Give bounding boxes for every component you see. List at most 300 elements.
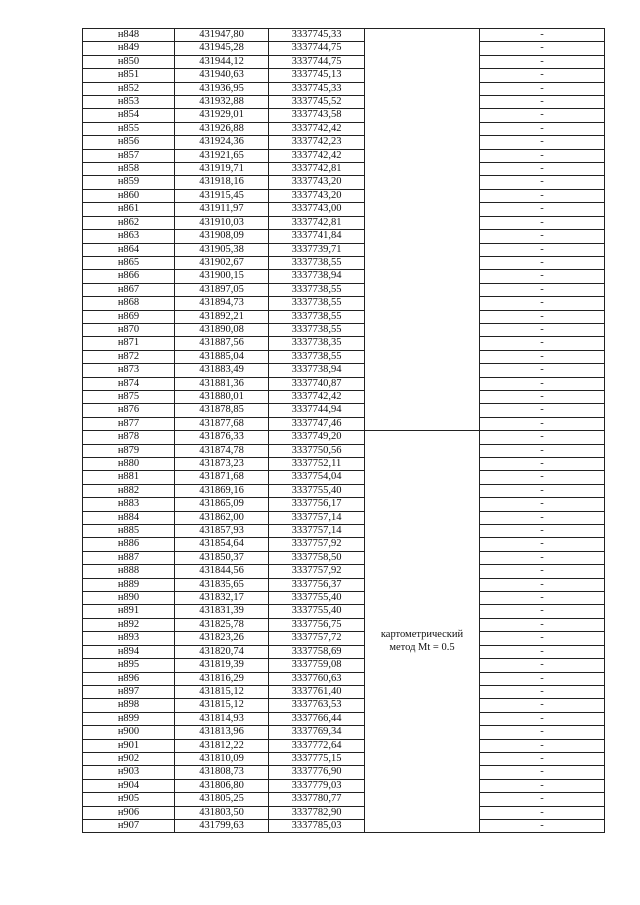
x-coordinate-cell: 431932,88 [175,96,269,109]
x-coordinate-cell: 431816,29 [175,672,269,685]
point-id-cell: н858 [83,163,175,176]
accuracy-cell: - [480,176,605,189]
table-row [83,444,605,457]
table-row [83,752,605,765]
accuracy-cell: - [480,283,605,296]
accuracy-cell: - [480,458,605,471]
accuracy-cell: - [480,712,605,725]
x-coordinate-cell: 431810,09 [175,752,269,765]
point-id-cell: н852 [83,82,175,95]
table-row [83,109,605,122]
x-coordinate-cell: 431799,63 [175,819,269,832]
x-coordinate-cell: 431832,17 [175,592,269,605]
x-coordinate-cell: 431865,09 [175,498,269,511]
y-coordinate-cell: 3337782,90 [269,806,365,819]
x-coordinate-cell: 431876,33 [175,431,269,444]
table-row [83,458,605,471]
y-coordinate-cell: 3337742,23 [269,136,365,149]
accuracy-cell: - [480,645,605,658]
x-coordinate-cell: 431806,80 [175,779,269,792]
table-row [83,632,605,645]
table-row [83,685,605,698]
y-coordinate-cell: 3337755,40 [269,484,365,497]
x-coordinate-cell: 431924,36 [175,136,269,149]
table-row [83,55,605,68]
table-row [83,578,605,591]
y-coordinate-cell: 3337744,94 [269,404,365,417]
x-coordinate-cell: 431878,85 [175,404,269,417]
x-coordinate-cell: 431808,73 [175,766,269,779]
accuracy-cell: - [480,122,605,135]
point-id-cell: н848 [83,29,175,42]
y-coordinate-cell: 3337761,40 [269,685,365,698]
accuracy-cell: - [480,766,605,779]
point-id-cell: н899 [83,712,175,725]
y-coordinate-cell: 3337752,11 [269,458,365,471]
x-coordinate-cell: 431825,78 [175,618,269,631]
point-id-cell: н879 [83,444,175,457]
point-id-cell: н887 [83,551,175,564]
point-id-cell: н877 [83,417,175,430]
table-row [83,739,605,752]
y-coordinate-cell: 3337775,15 [269,752,365,765]
point-id-cell: н873 [83,364,175,377]
point-id-cell: н905 [83,793,175,806]
point-id-cell: н904 [83,779,175,792]
method-cell-upper [365,29,480,431]
x-coordinate-cell: 431823,26 [175,632,269,645]
table-row [83,163,605,176]
x-coordinate-cell: 431869,16 [175,484,269,497]
point-id-cell: н880 [83,458,175,471]
y-coordinate-cell: 3337757,92 [269,565,365,578]
accuracy-cell: - [480,605,605,618]
accuracy-cell: - [480,632,605,645]
y-coordinate-cell: 3337745,13 [269,69,365,82]
table-row [83,69,605,82]
x-coordinate-cell: 431936,95 [175,82,269,95]
x-coordinate-cell: 431880,01 [175,390,269,403]
accuracy-cell: - [480,163,605,176]
x-coordinate-cell: 431902,67 [175,256,269,269]
x-coordinate-cell: 431883,49 [175,364,269,377]
table-row [83,203,605,216]
x-coordinate-cell: 431874,78 [175,444,269,457]
y-coordinate-cell: 3337749,20 [269,431,365,444]
table-row [83,230,605,243]
accuracy-cell: - [480,739,605,752]
x-coordinate-cell: 431900,15 [175,270,269,283]
y-coordinate-cell: 3337743,00 [269,203,365,216]
table-row [83,538,605,551]
x-coordinate-cell: 431803,50 [175,806,269,819]
x-coordinate-cell: 431820,74 [175,645,269,658]
table-row [83,176,605,189]
table-row [83,806,605,819]
table-row [83,659,605,672]
y-coordinate-cell: 3337756,17 [269,498,365,511]
x-coordinate-cell: 431835,65 [175,578,269,591]
point-id-cell: н864 [83,243,175,256]
accuracy-cell: - [480,511,605,524]
y-coordinate-cell: 3337743,20 [269,189,365,202]
y-coordinate-cell: 3337742,42 [269,390,365,403]
table-row [83,605,605,618]
x-coordinate-cell: 431877,68 [175,417,269,430]
table-row [83,712,605,725]
y-coordinate-cell: 3337772,64 [269,739,365,752]
x-coordinate-cell: 431918,16 [175,176,269,189]
accuracy-cell: - [480,551,605,564]
point-id-cell: н898 [83,699,175,712]
table-row [83,189,605,202]
point-id-cell: н860 [83,189,175,202]
table-row [83,498,605,511]
accuracy-cell: - [480,444,605,457]
point-id-cell: н897 [83,685,175,698]
point-id-cell: н850 [83,55,175,68]
x-coordinate-cell: 431926,88 [175,122,269,135]
accuracy-cell: - [480,230,605,243]
y-coordinate-cell: 3337745,52 [269,96,365,109]
x-coordinate-cell: 431915,45 [175,189,269,202]
x-coordinate-cell: 431819,39 [175,659,269,672]
x-coordinate-cell: 431862,00 [175,511,269,524]
accuracy-cell: - [480,471,605,484]
accuracy-cell: - [480,525,605,538]
point-id-cell: н907 [83,819,175,832]
accuracy-cell: - [480,806,605,819]
y-coordinate-cell: 3337780,77 [269,793,365,806]
accuracy-cell: - [480,699,605,712]
y-coordinate-cell: 3337738,35 [269,337,365,350]
accuracy-cell: - [480,29,605,42]
table-row [83,726,605,739]
accuracy-cell: - [480,149,605,162]
table-row [83,323,605,336]
x-coordinate-cell: 431919,71 [175,163,269,176]
accuracy-cell: - [480,726,605,739]
y-coordinate-cell: 3337738,55 [269,350,365,363]
y-coordinate-cell: 3337754,04 [269,471,365,484]
method-cell [365,431,480,833]
table-row [83,511,605,524]
point-id-cell: н888 [83,565,175,578]
y-coordinate-cell: 3337757,14 [269,525,365,538]
accuracy-cell: - [480,779,605,792]
point-id-cell: н859 [83,176,175,189]
accuracy-cell: - [480,323,605,336]
x-coordinate-cell: 431844,56 [175,565,269,578]
point-id-cell: н874 [83,377,175,390]
y-coordinate-cell: 3337758,50 [269,551,365,564]
y-coordinate-cell: 3337738,55 [269,323,365,336]
table-row [83,766,605,779]
method-label-line2: метод Mt = 0.5 [389,641,455,653]
accuracy-cell: - [480,297,605,310]
table-row [83,779,605,792]
accuracy-cell: - [480,377,605,390]
table-row [83,136,605,149]
table-row [83,484,605,497]
table-row [83,270,605,283]
point-id-cell: н862 [83,216,175,229]
table-row [83,819,605,832]
y-coordinate-cell: 3337756,75 [269,618,365,631]
accuracy-cell: - [480,310,605,323]
table-row [83,350,605,363]
point-id-cell: н861 [83,203,175,216]
y-coordinate-cell: 3337742,42 [269,149,365,162]
table-row [83,417,605,430]
point-id-cell: н868 [83,297,175,310]
accuracy-cell: - [480,659,605,672]
x-coordinate-cell: 431854,64 [175,538,269,551]
point-id-cell: н849 [83,42,175,55]
table-row [83,337,605,350]
table-row [83,283,605,296]
x-coordinate-cell: 431815,12 [175,699,269,712]
point-id-cell: н890 [83,592,175,605]
table-row [83,216,605,229]
table-row [83,297,605,310]
y-coordinate-cell: 3337738,55 [269,283,365,296]
accuracy-cell: - [480,819,605,832]
accuracy-cell: - [480,364,605,377]
point-id-cell: н855 [83,122,175,135]
x-coordinate-cell: 431850,37 [175,551,269,564]
y-coordinate-cell: 3337760,63 [269,672,365,685]
x-coordinate-cell: 431947,80 [175,29,269,42]
x-coordinate-cell: 431812,22 [175,739,269,752]
y-coordinate-cell: 3337758,69 [269,645,365,658]
coordinates-table [82,28,605,833]
x-coordinate-cell: 431814,93 [175,712,269,725]
table-row [83,618,605,631]
point-id-cell: н869 [83,310,175,323]
y-coordinate-cell: 3337757,92 [269,538,365,551]
table-row [83,404,605,417]
accuracy-cell: - [480,484,605,497]
y-coordinate-cell: 3337742,81 [269,163,365,176]
accuracy-cell: - [480,793,605,806]
accuracy-cell: - [480,216,605,229]
x-coordinate-cell: 431894,73 [175,297,269,310]
accuracy-cell: - [480,618,605,631]
accuracy-cell: - [480,578,605,591]
x-coordinate-cell: 431940,63 [175,69,269,82]
table-row [83,310,605,323]
table-row [83,525,605,538]
table-row [83,565,605,578]
table-row [83,243,605,256]
accuracy-cell: - [480,337,605,350]
point-id-cell: н895 [83,659,175,672]
y-coordinate-cell: 3337763,53 [269,699,365,712]
point-id-cell: н885 [83,525,175,538]
y-coordinate-cell: 3337744,75 [269,42,365,55]
accuracy-cell: - [480,109,605,122]
y-coordinate-cell: 3337739,71 [269,243,365,256]
point-id-cell: н863 [83,230,175,243]
y-coordinate-cell: 3337742,81 [269,216,365,229]
x-coordinate-cell: 431890,08 [175,323,269,336]
x-coordinate-cell: 431887,56 [175,337,269,350]
accuracy-cell: - [480,42,605,55]
point-id-cell: н866 [83,270,175,283]
table-row [83,390,605,403]
point-id-cell: н901 [83,739,175,752]
point-id-cell: н865 [83,256,175,269]
point-id-cell: н878 [83,431,175,444]
accuracy-cell: - [480,431,605,444]
accuracy-cell: - [480,350,605,363]
x-coordinate-cell: 431805,25 [175,793,269,806]
table-row [83,645,605,658]
x-coordinate-cell: 431911,97 [175,203,269,216]
accuracy-cell: - [480,136,605,149]
accuracy-cell: - [480,256,605,269]
point-id-cell: н882 [83,484,175,497]
point-id-cell: н875 [83,390,175,403]
point-id-cell: н892 [83,618,175,631]
point-id-cell: н886 [83,538,175,551]
y-coordinate-cell: 3337744,75 [269,55,365,68]
point-id-cell: н851 [83,69,175,82]
x-coordinate-cell: 431871,68 [175,471,269,484]
table-row [83,149,605,162]
table-row [83,592,605,605]
y-coordinate-cell: 3337745,33 [269,82,365,95]
accuracy-cell: - [480,390,605,403]
accuracy-cell: - [480,685,605,698]
point-id-cell: н872 [83,350,175,363]
point-id-cell: н891 [83,605,175,618]
table-row [83,551,605,564]
point-id-cell: н854 [83,109,175,122]
x-coordinate-cell: 431831,39 [175,605,269,618]
x-coordinate-cell: 431908,09 [175,230,269,243]
point-id-cell: н871 [83,337,175,350]
point-id-cell: н867 [83,283,175,296]
accuracy-cell: - [480,565,605,578]
table-row [83,672,605,685]
point-id-cell: н870 [83,323,175,336]
point-id-cell: н894 [83,645,175,658]
point-id-cell: н903 [83,766,175,779]
table-row [83,364,605,377]
y-coordinate-cell: 3337738,55 [269,310,365,323]
y-coordinate-cell: 3337738,55 [269,297,365,310]
accuracy-cell: - [480,404,605,417]
y-coordinate-cell: 3337776,90 [269,766,365,779]
x-coordinate-cell: 431873,23 [175,458,269,471]
accuracy-cell: - [480,270,605,283]
table-row [83,42,605,55]
y-coordinate-cell: 3337743,58 [269,109,365,122]
table-row [83,699,605,712]
table-row [83,82,605,95]
accuracy-cell: - [480,69,605,82]
x-coordinate-cell: 431892,21 [175,310,269,323]
x-coordinate-cell: 431929,01 [175,109,269,122]
point-id-cell: н900 [83,726,175,739]
y-coordinate-cell: 3337757,72 [269,632,365,645]
x-coordinate-cell: 431815,12 [175,685,269,698]
accuracy-cell: - [480,55,605,68]
point-id-cell: н896 [83,672,175,685]
y-coordinate-cell: 3337766,44 [269,712,365,725]
y-coordinate-cell: 3337741,84 [269,230,365,243]
y-coordinate-cell: 3337756,37 [269,578,365,591]
accuracy-cell: - [480,592,605,605]
point-id-cell: н881 [83,471,175,484]
point-id-cell: н876 [83,404,175,417]
table-row [83,471,605,484]
point-id-cell: н857 [83,149,175,162]
y-coordinate-cell: 3337769,34 [269,726,365,739]
table-row [83,122,605,135]
table-row [83,256,605,269]
x-coordinate-cell: 431910,03 [175,216,269,229]
point-id-cell: н883 [83,498,175,511]
x-coordinate-cell: 431944,12 [175,55,269,68]
x-coordinate-cell: 431897,05 [175,283,269,296]
y-coordinate-cell: 3337779,03 [269,779,365,792]
accuracy-cell: - [480,752,605,765]
y-coordinate-cell: 3337745,33 [269,29,365,42]
y-coordinate-cell: 3337738,55 [269,256,365,269]
point-id-cell: н853 [83,96,175,109]
x-coordinate-cell: 431813,96 [175,726,269,739]
point-id-cell: н902 [83,752,175,765]
x-coordinate-cell: 431921,65 [175,149,269,162]
accuracy-cell: - [480,538,605,551]
table-row [83,29,605,42]
y-coordinate-cell: 3337785,03 [269,819,365,832]
accuracy-cell: - [480,203,605,216]
y-coordinate-cell: 3337747,46 [269,417,365,430]
point-id-cell: н884 [83,511,175,524]
accuracy-cell: - [480,243,605,256]
y-coordinate-cell: 3337743,20 [269,176,365,189]
method-label-line1: картометрический [380,629,464,641]
accuracy-cell: - [480,417,605,430]
x-coordinate-cell: 431857,93 [175,525,269,538]
y-coordinate-cell: 3337759,08 [269,659,365,672]
table-row [83,96,605,109]
accuracy-cell: - [480,498,605,511]
table-row [83,793,605,806]
accuracy-cell: - [480,96,605,109]
point-id-cell: н856 [83,136,175,149]
y-coordinate-cell: 3337740,87 [269,377,365,390]
y-coordinate-cell: 3337755,40 [269,605,365,618]
accuracy-cell: - [480,672,605,685]
accuracy-cell: - [480,82,605,95]
y-coordinate-cell: 3337738,94 [269,364,365,377]
y-coordinate-cell: 3337738,94 [269,270,365,283]
point-id-cell: н889 [83,578,175,591]
x-coordinate-cell: 431945,28 [175,42,269,55]
accuracy-cell: - [480,189,605,202]
x-coordinate-cell: 431885,04 [175,350,269,363]
x-coordinate-cell: 431905,38 [175,243,269,256]
point-id-cell: н893 [83,632,175,645]
y-coordinate-cell: 3337750,56 [269,444,365,457]
point-id-cell: н906 [83,806,175,819]
table-row [83,377,605,390]
